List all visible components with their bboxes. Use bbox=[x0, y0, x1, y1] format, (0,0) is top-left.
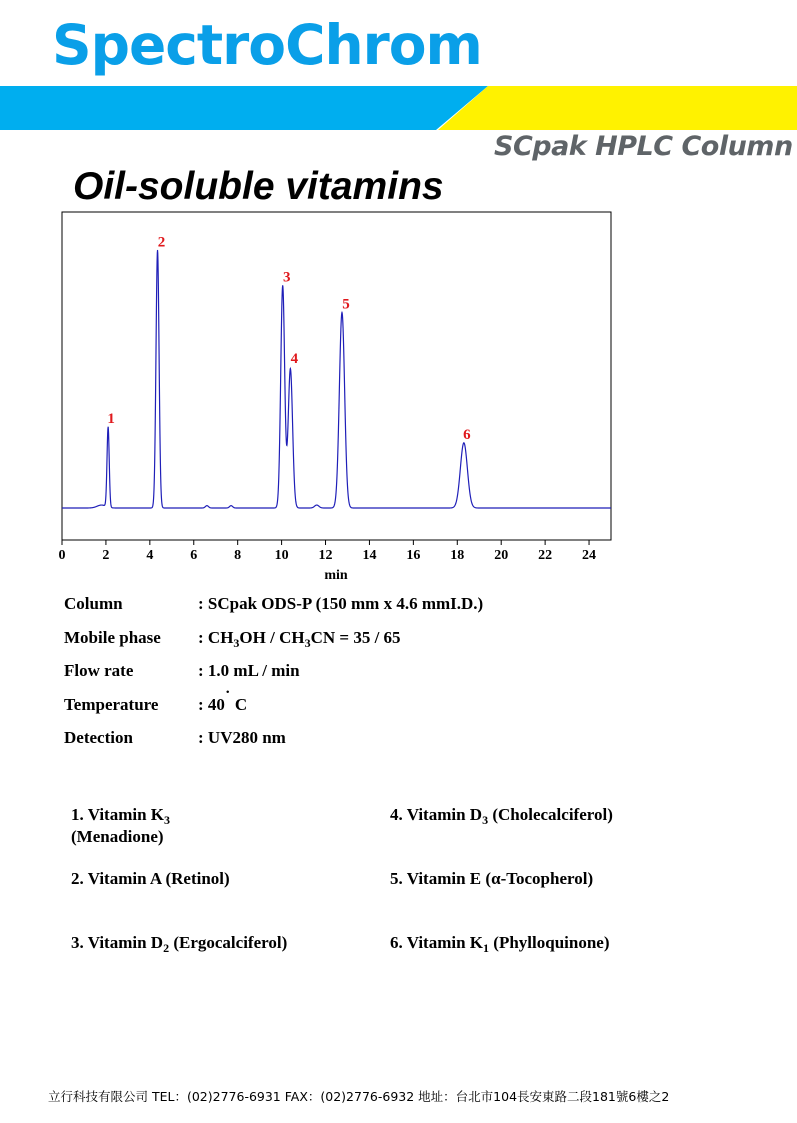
condition-label-detection: Detection bbox=[64, 728, 133, 747]
peak-labels bbox=[107, 234, 471, 443]
x-tick-label: 14 bbox=[362, 548, 377, 563]
condition-label-temperature: Temperature bbox=[64, 695, 159, 714]
band-blue bbox=[0, 86, 488, 130]
x-tick-label: 4 bbox=[146, 548, 154, 563]
compound-6: 6. Vitamin $K_1$ (Phylloquinone) bbox=[390, 933, 610, 955]
x-tick-label: 18 bbox=[450, 548, 465, 563]
x-tick-label: 8 bbox=[234, 548, 242, 563]
condition-value-temperature: : 40˙ C bbox=[198, 687, 248, 714]
peak-label-3: 3 bbox=[282, 269, 291, 286]
peak-apex-4 bbox=[290, 368, 291, 369]
peak-label-2: 2 bbox=[157, 234, 166, 251]
peak-label-4: 4 bbox=[290, 350, 299, 367]
compound-2: 2. Vitamin A (Retinol) bbox=[71, 869, 230, 888]
chromatogram-trace-group bbox=[62, 250, 611, 508]
chromatogram-chart bbox=[0, 200, 797, 585]
peak-label-6: 6 bbox=[463, 426, 471, 443]
x-tick-label: 10 bbox=[274, 548, 289, 563]
x-tick-label: 6 bbox=[190, 548, 198, 563]
x-tick-label: 0 bbox=[58, 548, 66, 563]
compound-5: 5. Vitamin E (α-Tocopherol) bbox=[390, 869, 594, 888]
condition-label-mobile-phase: Mobile phase bbox=[64, 628, 161, 647]
page-title: Oil-soluble vitamins bbox=[73, 165, 444, 208]
condition-label-flow-rate: Flow rate bbox=[64, 661, 134, 680]
compound-3: 3. Vitamin $D_2$ (Ergocalciferol) bbox=[71, 933, 288, 955]
brand-logo: SpectroChrom bbox=[52, 13, 482, 77]
peak-label-5: 5 bbox=[342, 296, 350, 313]
chromatogram-trace bbox=[62, 250, 611, 508]
condition-label-column: Column bbox=[64, 594, 123, 613]
footer-contact: 立行科技有限公司 TEL：(02)2776-6931 FAX：(02)2776-6932 地址：台北市104長安東路二段181號6樓之2 bbox=[48, 1089, 670, 1104]
compound-1: 1. Vitamin $K_3$ (Menadione) bbox=[71, 805, 171, 847]
condition-value-detection: : UV280 nm bbox=[198, 728, 286, 747]
header-band bbox=[0, 86, 797, 134]
compound-4: 4. Vitamin $D_3$ (Cholecalciferol) bbox=[390, 805, 613, 827]
condition-value-flow-rate: : 1.0 mL / min bbox=[198, 661, 300, 680]
product-line-title: SCpak HPLC Column bbox=[494, 131, 793, 162]
condition-value-mobile-phase: : $CH_3OH / CH_3CN = 35 / 65$ bbox=[198, 628, 401, 650]
condition-value-column: : SCpak ODS-P (150 mm x 4.6 mmI.D.) bbox=[198, 594, 484, 613]
peak-label-1: 1 bbox=[107, 411, 115, 428]
band-yellow bbox=[438, 86, 797, 130]
x-tick-label: 22 bbox=[538, 548, 553, 563]
x-tick-label: 16 bbox=[406, 548, 421, 563]
x-axis-label: min bbox=[324, 568, 348, 583]
x-tick-label: 20 bbox=[494, 548, 509, 563]
x-tick-label: 24 bbox=[582, 548, 597, 563]
x-axis-ticks bbox=[59, 540, 597, 563]
x-tick-label: 12 bbox=[318, 548, 333, 563]
x-tick-label: 2 bbox=[102, 548, 110, 563]
